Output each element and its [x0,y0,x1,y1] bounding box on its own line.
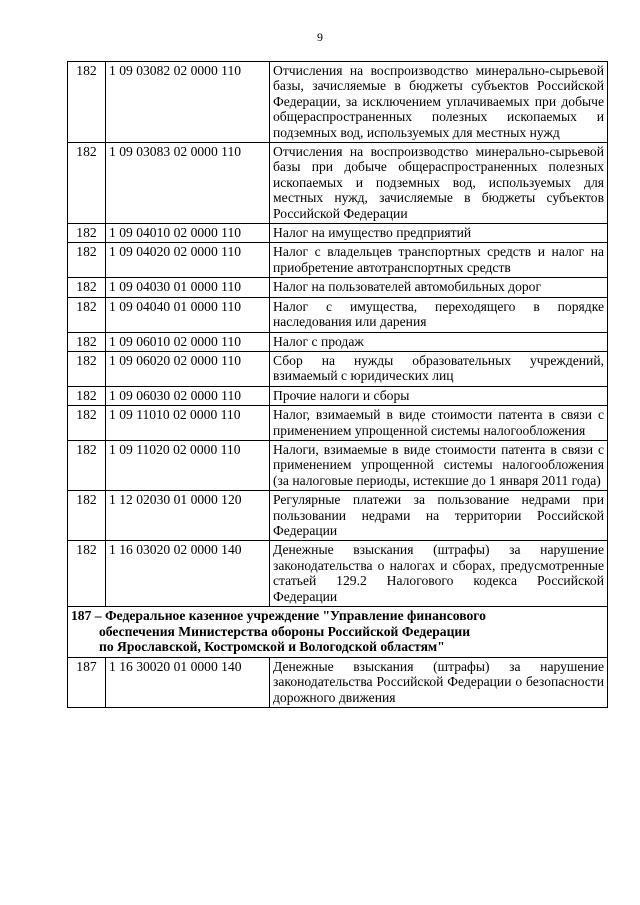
revenue-name-cell: Налоги, взимаемые в виде стоимости патента в связи с применением упрощенной системы налогообложения (за налоговые периоды, истекшие до 1 января 2011 года) [270,440,608,490]
revenue-code-cell: 1 12 02030 01 0000 120 [106,491,270,541]
revenue-name-cell: Налог, взимаемый в виде стоимости патента в связи с применением упрощенной системы налогообложения [270,406,608,441]
revenue-name-cell: Налог с имущества, переходящего в порядке наследования или дарения [270,297,608,332]
administrator-code-cell: 182 [68,278,106,297]
revenue-name-cell: Сбор на нужды образовательных учреждений, взимаемый с юридических лиц [270,351,608,386]
administrator-code-cell: 182 [68,143,106,224]
administrator-code-cell: 182 [68,297,106,332]
administrator-code-cell: 182 [68,224,106,243]
table-row [68,541,608,607]
revenue-code-cell: 1 09 03082 02 0000 110 [106,62,270,143]
revenue-code-cell: 1 09 06020 02 0000 110 [106,351,270,386]
revenue-name-cell: Налог на имущество предприятий [270,224,608,243]
administrator-code-cell: 182 [68,243,106,278]
page-number: 9 [317,30,323,44]
table-row [68,440,608,490]
table-row [68,297,608,332]
section-heading-line: обеспечения Министерства обороны Российской Федерации [99,623,471,639]
table-row [68,224,608,243]
revenue-code-cell: 1 09 06030 02 0000 110 [106,386,270,405]
table-row [68,351,608,386]
revenue-name-cell: Налог с владельцев транспортных средств и налог на приобретение автотранспортных средств [270,243,608,278]
revenue-name-cell: Прочие налоги и сборы [270,386,608,405]
revenue-name-cell: Отчисления на воспроизводство минерально-сырьевой базы при добыче общераспространенных полезных ископаемых и подземных вод, используемых для местных нужд, зачисляемые в бюджеты субъектов Российской Федерации [270,143,608,224]
revenue-name-cell: Денежные взыскания (штрафы) за нарушение законодательства Российской Федерации о безопасности дорожного движения [270,657,608,707]
revenue-code-cell: 1 16 03020 02 0000 140 [106,541,270,607]
revenue-name-cell: Налог на пользователей автомобильных дорог [270,278,608,297]
section-heading [68,607,608,658]
administrator-code-cell: 187 [68,657,106,707]
revenue-code-cell: 1 09 04040 01 0000 110 [106,297,270,332]
table-row [68,62,608,143]
revenue-code-cell: 1 09 03083 02 0000 110 [106,143,270,224]
table-row [68,406,608,441]
revenue-name-cell: Регулярные платежи за пользование недрами при пользовании недрами на территории Российской Федерации [270,491,608,541]
table-row [68,657,608,707]
revenue-code-cell: 1 09 11010 02 0000 110 [106,406,270,441]
revenue-code-cell: 1 09 04010 02 0000 110 [106,224,270,243]
revenue-code-cell: 1 09 04030 01 0000 110 [106,278,270,297]
revenue-code-cell: 1 09 06010 02 0000 110 [106,332,270,351]
section-heading-line: 187 – Федеральное казенное учреждение "Управление финансового [71,608,486,623]
administrator-code-cell: 182 [68,406,106,441]
table-row [68,332,608,351]
section-heading-row [68,607,608,658]
revenue-name-cell: Отчисления на воспроизводство минерально-сырьевой базы, зачисляемые в бюджеты субъектов Российской Федерации, за исключением уплачиваемых при добыче общераспространенных полезных ископаемых и подземных вод, используемых для местных нужд [270,62,608,143]
revenue-name-cell: Денежные взыскания (штрафы) за нарушение законодательства о налогах и сборах, предусмотренные статьей 129.2 Налогового кодекса Российской Федерации [270,541,608,607]
administrator-code-cell: 182 [68,541,106,607]
revenue-codes-table [67,61,608,708]
administrator-code-cell: 182 [68,440,106,490]
administrator-code-cell: 182 [68,351,106,386]
revenue-code-cell: 1 16 30020 01 0000 140 [106,657,270,707]
administrator-code-cell: 182 [68,386,106,405]
table-row [68,243,608,278]
table-row [68,143,608,224]
revenue-name-cell: Налог с продаж [270,332,608,351]
revenue-code-cell: 1 09 11020 02 0000 110 [106,440,270,490]
administrator-code-cell: 182 [68,491,106,541]
table-row [68,491,608,541]
table-body [68,62,608,708]
table-row [68,278,608,297]
section-heading-line: по Ярославской, Костромской и Вологодской областям" [99,639,445,655]
revenue-code-cell: 1 09 04020 02 0000 110 [106,243,270,278]
table-row [68,386,608,405]
administrator-code-cell: 182 [68,62,106,143]
administrator-code-cell: 182 [68,332,106,351]
